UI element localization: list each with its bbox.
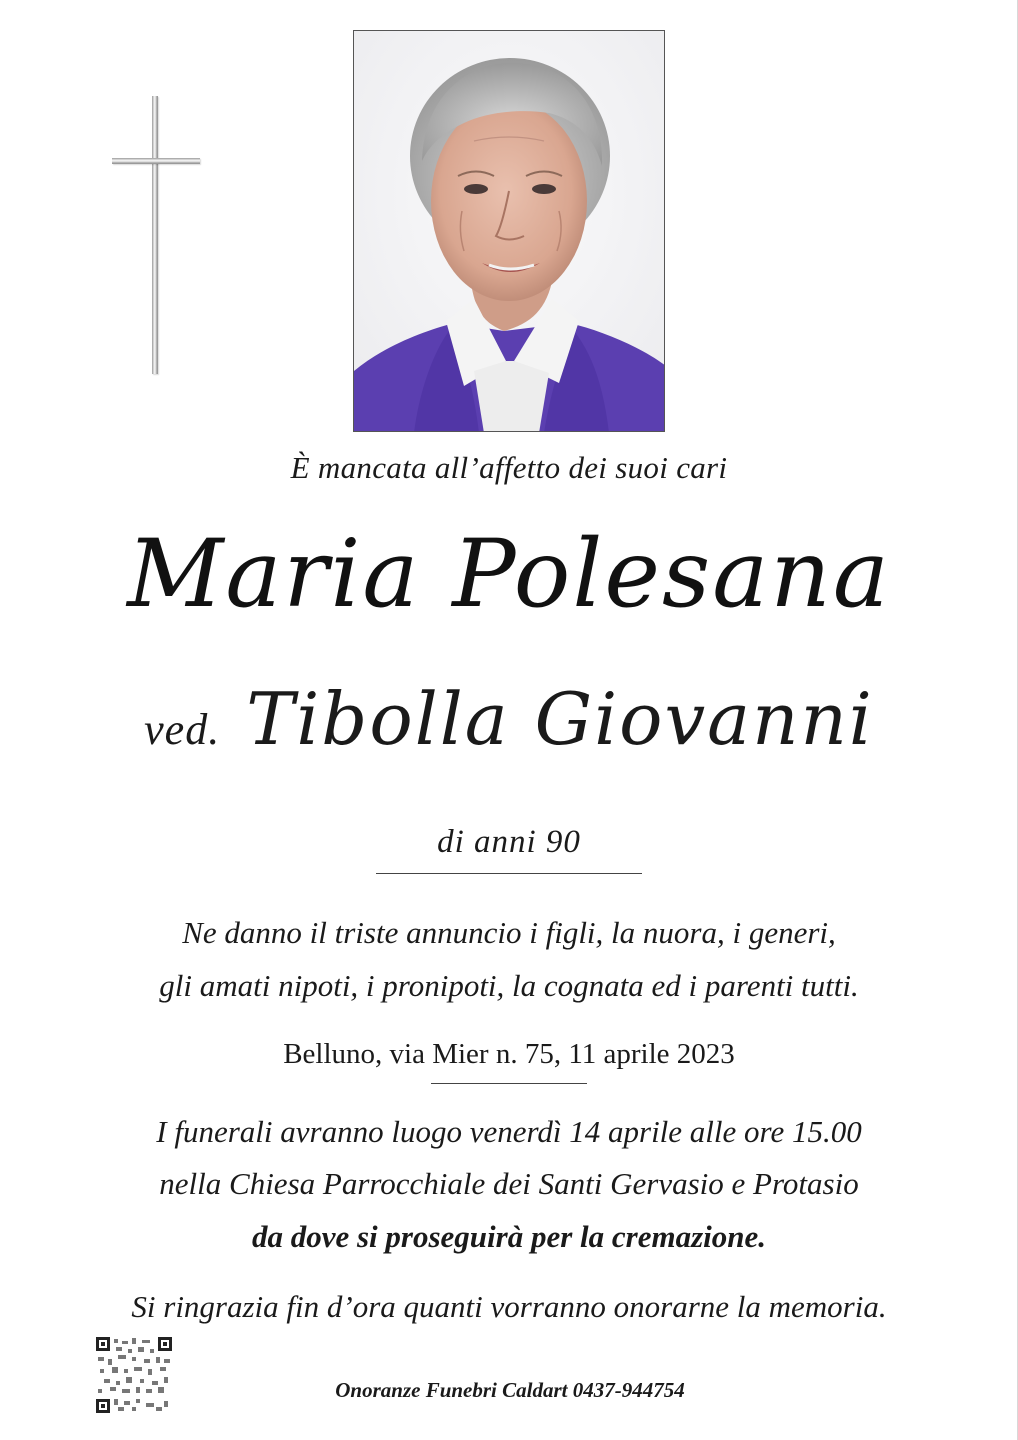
cross-icon	[112, 96, 202, 376]
funeral-line: nella Chiesa Parrocchiale dei Santi Gervasio e Protasio	[159, 1166, 859, 1201]
thanks-text: Si ringrazia fin d’ora quanti vorranno onorarne la memoria.	[131, 1289, 887, 1324]
place-date-text: Belluno, via Mier n. 75, 11 aprile 2023	[283, 1038, 735, 1070]
funeral-line: I funerali avranno luogo venerdì 14 aprile alle ore 15.00	[156, 1114, 862, 1149]
cross-horizontal-bar	[112, 158, 200, 164]
cross-vertical-bar	[152, 96, 158, 374]
portrait-photo	[353, 30, 665, 432]
deceased-name: Maria Polesana	[127, 520, 891, 629]
widow-line	[0, 676, 1018, 763]
widow-prefix: ved.	[144, 705, 221, 754]
spouse-name: Tibolla Giovanni	[246, 677, 874, 761]
funeral-home-contact: Onoranze Funebri Caldart 0437-944754	[335, 1378, 685, 1402]
announcement-line: gli amati nipoti, i pronipoti, la cognata ed i parenti tutti.	[159, 968, 859, 1003]
funeral-line-bold: da dove si proseguirà per la cremazione.	[251, 1219, 767, 1254]
qr-code-icon[interactable]	[96, 1337, 172, 1413]
divider-line	[376, 873, 642, 874]
announcement-line: Ne danno il triste annuncio i figli, la nuora, i generi,	[182, 915, 836, 950]
age-text: di anni 90	[437, 824, 581, 860]
intro-text: È mancata all’affetto dei suoi cari	[290, 450, 728, 485]
divider-line	[431, 1083, 587, 1084]
